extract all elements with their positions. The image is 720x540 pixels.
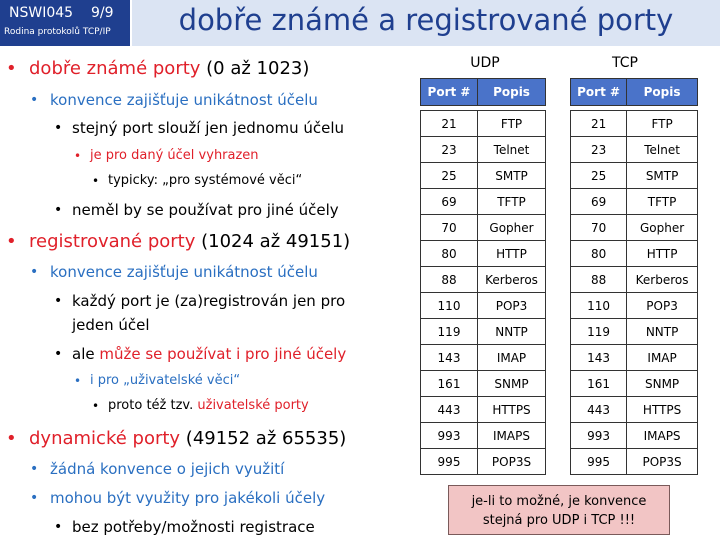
tcp-port-table <box>570 78 698 475</box>
bullet-range: (0 až 1023) <box>200 58 310 79</box>
table-row <box>571 423 698 449</box>
port-description-cell: SMTP <box>627 163 698 189</box>
port-number-cell: 23 <box>421 137 478 163</box>
bullet-text: konvence zajišťuje unikátnost účelu <box>50 263 318 281</box>
port-number-cell: 443 <box>421 397 478 423</box>
bullet-text: mohou být využity pro jakékoli účely <box>50 489 326 507</box>
bullet-text: žádná konvence o jejich využití <box>50 460 285 478</box>
bullet-icon: • <box>30 490 39 506</box>
port-description-cell: HTTP <box>627 241 698 267</box>
port-number-cell: 88 <box>571 267 627 293</box>
bullet-text: i pro „uživatelské věci“ <box>90 373 241 388</box>
bullet-text-continuation: jeden účel <box>72 316 150 334</box>
port-number-cell: 993 <box>571 423 627 449</box>
bullet-icon: • <box>54 202 63 218</box>
table-row <box>421 371 546 397</box>
port-number-cell: 993 <box>421 423 478 449</box>
port-description-cell: FTP <box>478 111 546 137</box>
port-description-cell: POP3 <box>478 293 546 319</box>
port-description-cell: Gopher <box>627 215 698 241</box>
bullet-item <box>30 91 318 109</box>
bullet-text: bez potřeby/možnosti registrace <box>72 518 315 536</box>
bullet-text: každý port je (za)registrován jen pro <box>72 292 346 310</box>
port-number-cell: 69 <box>421 189 478 215</box>
table-row <box>571 189 698 215</box>
bullet-item <box>54 345 346 363</box>
table-row <box>421 423 546 449</box>
port-number-cell: 80 <box>421 241 478 267</box>
table-row <box>421 319 546 345</box>
table-row <box>571 111 698 137</box>
port-description-cell: IMAPS <box>627 423 698 449</box>
port-number-cell: 110 <box>421 293 478 319</box>
port-number-cell: 161 <box>421 371 478 397</box>
table-row <box>421 293 546 319</box>
bullet-text: ale <box>72 345 100 363</box>
bullet-well-known <box>6 58 309 79</box>
column-header: Popis <box>478 79 546 106</box>
bullet-text: typicky: „pro systémové věci“ <box>108 173 303 188</box>
port-number-cell: 161 <box>571 371 627 397</box>
table-row <box>421 137 546 163</box>
note-box <box>448 485 670 535</box>
port-description-cell: POP3S <box>478 449 546 475</box>
port-description-cell: TFTP <box>627 189 698 215</box>
port-description-cell: Kerberos <box>478 267 546 293</box>
bullet-item <box>92 398 309 413</box>
column-header: Port # <box>421 79 478 106</box>
bullet-item <box>30 460 284 478</box>
table-row <box>571 215 698 241</box>
port-description-cell: SNMP <box>478 371 546 397</box>
port-number-cell: 88 <box>421 267 478 293</box>
bullet-icon: • <box>92 399 100 413</box>
port-number-cell: 995 <box>421 449 478 475</box>
table-row <box>421 163 546 189</box>
port-description-cell: IMAP <box>478 345 546 371</box>
port-description-cell: Telnet <box>478 137 546 163</box>
table-row <box>421 111 546 137</box>
page-title: dobře známé a registrované porty <box>178 3 674 37</box>
bullet-item <box>30 489 325 507</box>
bullet-icon: • <box>6 428 17 449</box>
table-header-row <box>421 79 546 106</box>
table-row <box>571 319 698 345</box>
bullet-icon: • <box>30 461 39 477</box>
bullet-text: stejný port slouží jen jednomu účelu <box>72 119 345 137</box>
table-row <box>571 371 698 397</box>
bullet-icon: • <box>54 346 63 362</box>
bullet-range: (1024 až 49151) <box>195 231 351 252</box>
port-description-cell: TFTP <box>478 189 546 215</box>
bullet-item <box>54 201 339 219</box>
port-number-cell: 443 <box>571 397 627 423</box>
bullet-icon: • <box>54 519 63 535</box>
port-description-cell: HTTPS <box>478 397 546 423</box>
bullet-text: je pro daný účel vyhrazen <box>90 148 259 163</box>
bullet-text: dobře známé porty <box>29 58 201 79</box>
port-description-cell: Telnet <box>627 137 698 163</box>
port-number-cell: 21 <box>571 111 627 137</box>
bullet-item <box>92 173 302 188</box>
table-row <box>571 397 698 423</box>
slide-number: 9/9 <box>91 5 114 21</box>
port-description-cell: NNTP <box>478 319 546 345</box>
bullet-highlight: uživatelské porty <box>197 398 309 413</box>
bullet-range: (49152 až 65535) <box>180 428 347 449</box>
bullet-item <box>74 373 240 388</box>
table-row <box>571 345 698 371</box>
table-row <box>421 189 546 215</box>
port-description-cell: SNMP <box>627 371 698 397</box>
table-row <box>571 267 698 293</box>
port-number-cell: 995 <box>571 449 627 475</box>
table-row <box>421 345 546 371</box>
port-description-cell: SMTP <box>478 163 546 189</box>
port-description-cell: HTTP <box>478 241 546 267</box>
port-number-cell: 80 <box>571 241 627 267</box>
bullet-icon: • <box>30 264 39 280</box>
port-number-cell: 110 <box>571 293 627 319</box>
table-row <box>571 163 698 189</box>
bullet-icon: • <box>74 149 82 163</box>
table-row <box>571 293 698 319</box>
note-line: je-li to možné, je konvence <box>471 494 647 509</box>
port-number-cell: 25 <box>571 163 627 189</box>
port-number-cell: 119 <box>571 319 627 345</box>
table-row <box>421 215 546 241</box>
table-header-row <box>571 79 698 106</box>
bullet-dynamic <box>6 428 346 449</box>
bullet-text: neměl by se používat pro jiné účely <box>72 201 339 219</box>
table-row <box>571 449 698 475</box>
bullet-text: proto též tzv. <box>108 398 198 413</box>
course-code: NSWI045 <box>9 5 74 21</box>
column-header: Popis <box>627 79 698 106</box>
port-number-cell: 69 <box>571 189 627 215</box>
bullet-icon: • <box>74 374 82 388</box>
port-description-cell: IMAPS <box>478 423 546 449</box>
port-number-cell: 119 <box>421 319 478 345</box>
table-row <box>571 241 698 267</box>
port-number-cell: 143 <box>421 345 478 371</box>
column-header: Port # <box>571 79 627 106</box>
port-description-cell: FTP <box>627 111 698 137</box>
port-description-cell: NNTP <box>627 319 698 345</box>
port-number-cell: 70 <box>421 215 478 241</box>
bullet-highlight: může se používat i pro jiné účely <box>99 345 347 363</box>
table-row <box>421 267 546 293</box>
port-number-cell: 21 <box>421 111 478 137</box>
bullet-text: registrované porty <box>29 231 196 252</box>
bullet-icon: • <box>54 120 63 136</box>
bullet-item <box>54 518 315 536</box>
port-number-cell: 143 <box>571 345 627 371</box>
port-description-cell: POP3 <box>627 293 698 319</box>
udp-port-table <box>420 78 546 475</box>
udp-caption: UDP <box>470 55 500 71</box>
table-row <box>421 449 546 475</box>
course-subtitle: Rodina protokolů TCP/IP <box>4 27 111 37</box>
bullet-item <box>54 119 344 137</box>
bullet-icon: • <box>30 92 39 108</box>
table-row <box>421 397 546 423</box>
bullet-icon: • <box>6 58 17 79</box>
port-description-cell: Kerberos <box>627 267 698 293</box>
table-row <box>421 241 546 267</box>
port-number-cell: 23 <box>571 137 627 163</box>
bullet-registered <box>6 231 350 252</box>
port-description-cell: Gopher <box>478 215 546 241</box>
bullet-text: dynamické porty <box>29 428 181 449</box>
note-line: stejná pro UDP i TCP !!! <box>482 513 636 528</box>
bullet-text: konvence zajišťuje unikátnost účelu <box>50 91 318 109</box>
tcp-caption: TCP <box>612 55 638 71</box>
bullet-icon: • <box>6 231 17 252</box>
bullet-item <box>74 148 259 163</box>
port-description-cell: POP3S <box>627 449 698 475</box>
table-row <box>571 137 698 163</box>
course-badge <box>0 0 130 46</box>
port-number-cell: 70 <box>571 215 627 241</box>
bullet-icon: • <box>54 293 63 309</box>
title-bar <box>132 0 720 46</box>
bullet-item <box>54 292 345 310</box>
bullet-icon: • <box>92 174 100 188</box>
port-number-cell: 25 <box>421 163 478 189</box>
bullet-item <box>30 263 318 281</box>
port-description-cell: HTTPS <box>627 397 698 423</box>
port-description-cell: IMAP <box>627 345 698 371</box>
